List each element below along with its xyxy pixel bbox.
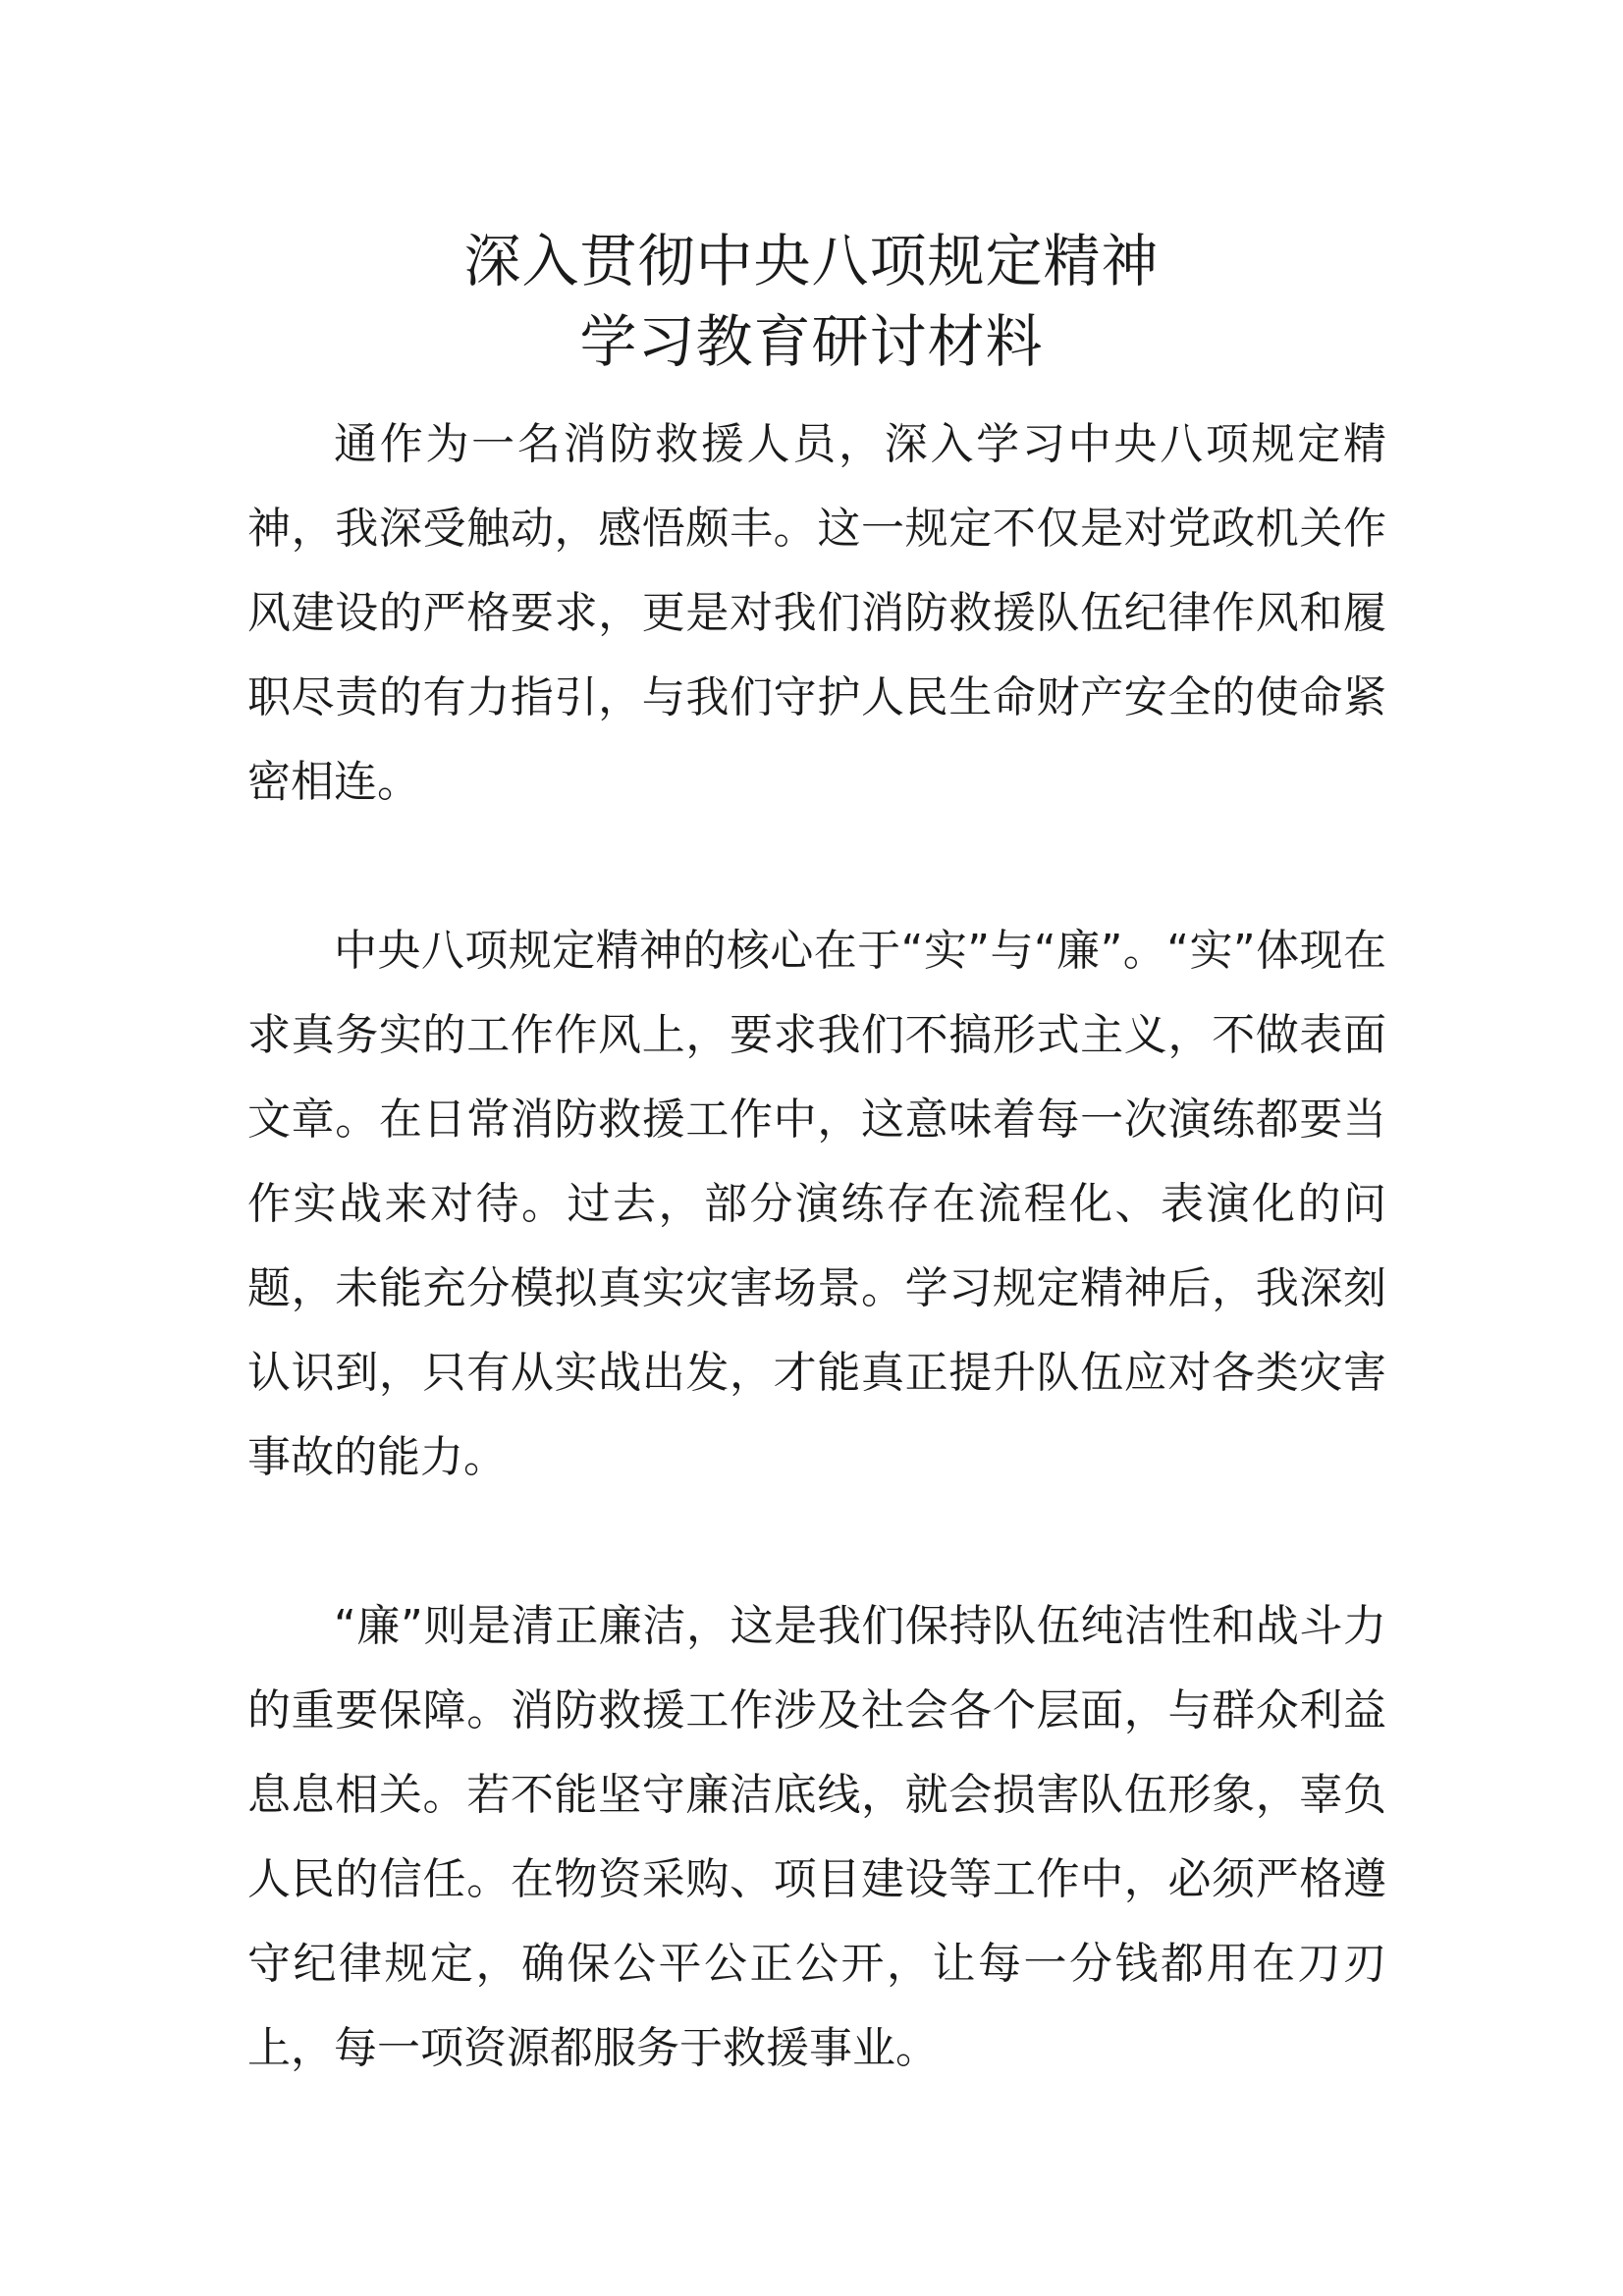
- title-line-2: 学习教育研讨材料: [579, 308, 1044, 375]
- paragraph-core-shi: 中央八项规定精神的核心在于“实”与“廉”。“实”体现在求真务实的工作作风上，要求我们不搞形式主义，不做表面文章。在日常消防救援工作中，这意味着每一次演练都要当作实战来对待。过去，部分演练存在流程化、表演化的问题，未能充分模拟真实灾害场景。学习规定精神后，我深刻认识到，只有从实战出发，才能真正提升队伍应对各类灾害事故的能力。: [247, 926, 1386, 1482]
- title-line-1: 深入贯彻中央八项规定精神: [463, 228, 1160, 294]
- document-body: [247, 402, 1386, 2091]
- document-title: [0, 221, 1623, 382]
- paragraph-intro: 通作为一名消防救援人员，深入学习中央八项规定精神，我深受触动，感悟颇丰。这一规定不仅是对党政机关作风建设的严格要求，更是对我们消防救援队伍纪律作风和履职尽责的有力指引，与我们守护人民生命财产安全的使命紧密相连。: [247, 419, 1386, 807]
- paragraph-lian: “廉”则是清正廉洁，这是我们保持队伍纯洁性和战斗力的重要保障。消防救援工作涉及社会各个层面，与群众利益息息相关。若不能坚守廉洁底线，就会损害队伍形象，辜负人民的信任。在物资采购、项目建设等工作中，必须严格遵守纪律规定，确保公平公正公开，让每一分钱都用在刀刃上，每一项资源都服务于救援事业。: [247, 1601, 1386, 2073]
